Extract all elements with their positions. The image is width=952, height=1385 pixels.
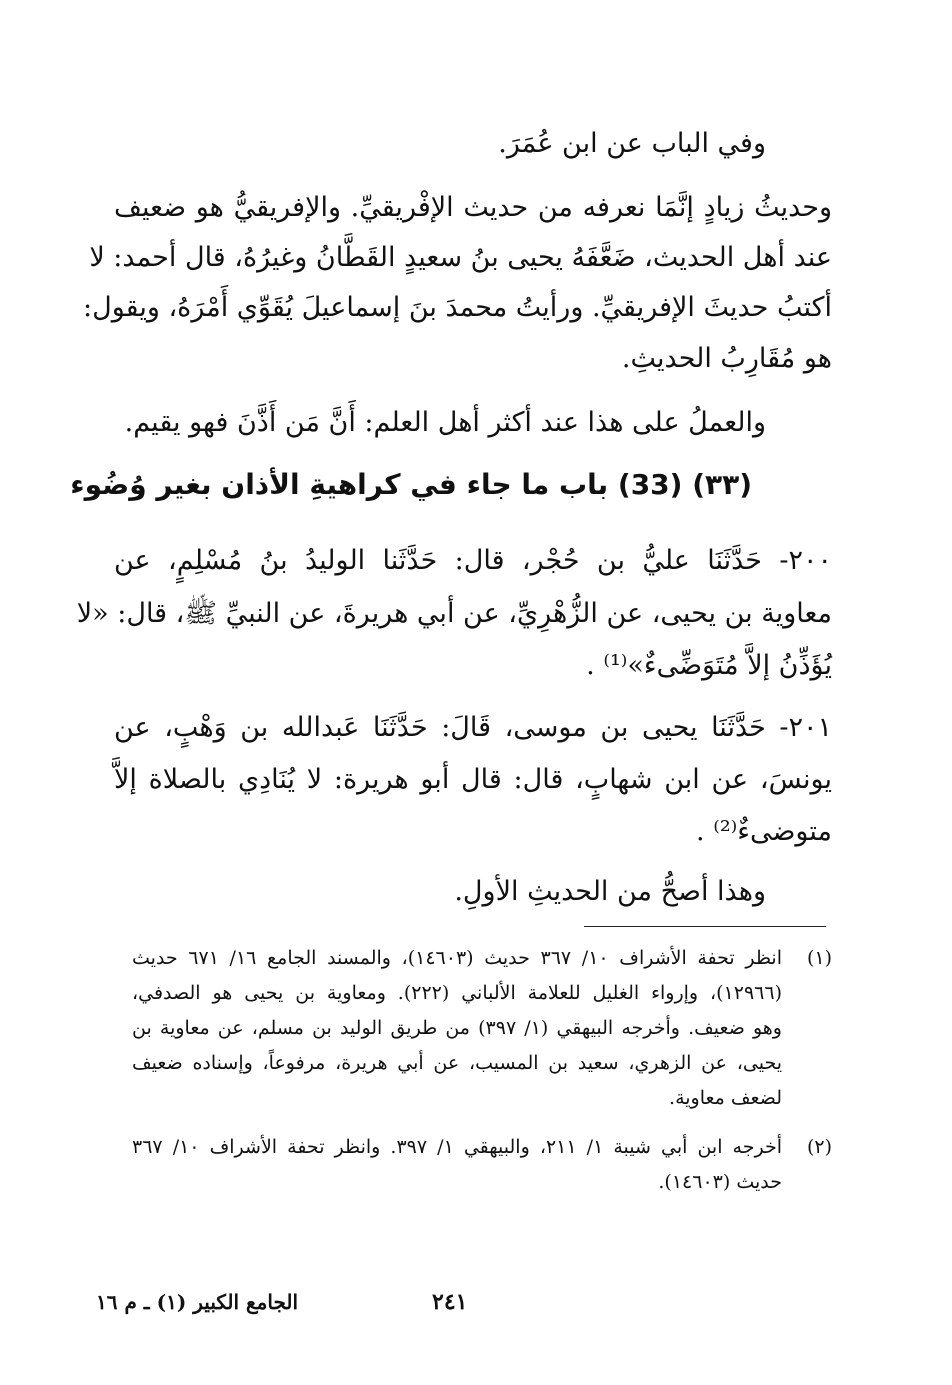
body-line: أكتبُ حديثَ الإفريقيِّ. ورأيتُ محمدَ بنَ إسماعيلَ يُقَوِّي أَمْرَهُ، ويقول: xyxy=(83,292,832,323)
body-line: والعملُ على هذا عند أكثر أهل العلم: أَنَّ مَن أَذَّنَ فهو يقيم. xyxy=(124,407,766,438)
body-line: وحديثُ زيادٍ إنَّمَا نعرفه من حديث الإفْريقيِّ. والإفريقيُّ هو ضعيف xyxy=(114,192,832,223)
footnote-separator xyxy=(584,926,826,927)
page-number: ٢٤١ xyxy=(432,1289,468,1315)
footnote-1-line: (١٢٩٦٦)، وإرواء الغليل للعلامة الألباني (٢٢٢). ومعاوية بن يحيى هو الصدفي، xyxy=(132,982,782,1004)
body-line: عند أهل الحديث، ضَعَّفَهُ يحيى بنُ سعيدٍ القَطَّانُ وغيرُهُ، قال أحمد: لا xyxy=(89,242,832,273)
footnote-1-line: يحيى، عن الزهري، سعيد بن المسيب، عن أبي هريرة، مرفوعاً، وإسناده ضعيف xyxy=(132,1052,782,1074)
hadith-200-line: ٢٠٠- حَدَّثَنَا عليُّ بن حُجْر، قال: حَدَّثَنا الوليدُ بنُ مُسْلِمٍ، عن xyxy=(114,545,832,576)
hadith-201-line: يونسَ، عن ابن شهابٍ، قال: قال أبو هريرة: لا يُنَادِي بالصلاة إلاَّ xyxy=(114,764,832,795)
hadith-201-line: متوضىءٌ⁽²⁾ . xyxy=(696,816,832,847)
footnote-1-line: وهو ضعيف. وأخرجه البيهقي (١/ ٣٩٧) من طريق الوليد بن مسلم، عن معاوية بن xyxy=(132,1017,782,1039)
hadith-200-line: معاوية بن يحيى، عن الزُّهْرِيِّ، عن أبي هريرةَ، عن النبيِّ ﷺ، قال: «لا xyxy=(76,598,832,629)
footnote-2-marker: (٢) xyxy=(806,1136,832,1158)
signature-mark: الجامع الكبير (١) ـ م ١٦ xyxy=(96,1290,299,1314)
body-line: وفي الباب عن ابن عُمَرَ. xyxy=(498,128,766,159)
closing-line: وهذا أصحُّ من الحديثِ الأولِ. xyxy=(454,876,766,907)
footnote-2-line: أخرجه ابن أبي شيبة ١/ ٢١١، والبيهقي ١/ ٣٩٧. وانظر تحفة الأشراف ١٠/ ٣٦٧ xyxy=(132,1136,782,1158)
hadith-200-line: يُؤَذِّنُ إلاَّ مُتَوَضِّىءٌ»⁽¹⁾ . xyxy=(586,650,832,681)
body-line: هو مُقَارِبُ الحديثِ. xyxy=(621,343,832,374)
hadith-201-line: ٢٠١- حَدَّثَنَا يحيى بن موسى، قَالَ: حَدَّثَنَا عَبدالله بن وَهْبٍ، عن xyxy=(114,712,832,743)
footnote-1-line: لضعف معاوية. xyxy=(669,1087,782,1109)
footnote-1-marker: (١) xyxy=(806,947,832,969)
chapter-heading: (٣٣) (33) باب ما جاء في كراهيةِ الأذان بغير وُضُوء xyxy=(70,468,752,501)
footnote-2-line: حديث (١٤٦٠٣). xyxy=(658,1171,782,1193)
footnote-1-line: انظر تحفة الأشراف ١٠/ ٣٦٧ حديث (١٤٦٠٣)، والمسند الجامع ١٦/ ٦٧١ حديث xyxy=(132,947,782,969)
